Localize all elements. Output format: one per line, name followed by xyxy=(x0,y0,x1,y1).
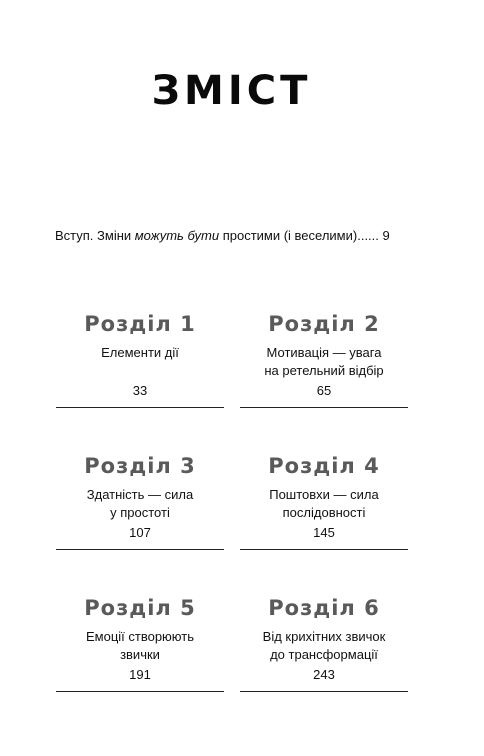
chapter-title-line: Поштовхи — сила xyxy=(269,487,379,502)
chapter-title-line: Здатність — сила xyxy=(86,487,194,502)
chapter-heading: Розділ 6 xyxy=(268,596,380,620)
chapter-title-line: до трансформації xyxy=(270,647,378,662)
chapter-page-number: 65 xyxy=(316,383,332,398)
chapter-entry-3 xyxy=(56,452,224,550)
chapter-title xyxy=(56,344,224,380)
intro-italic-text: можуть бути xyxy=(134,228,220,243)
chapter-divider xyxy=(240,549,408,550)
chapter-divider xyxy=(56,691,224,692)
chapter-title-line: Елементи дії xyxy=(101,345,179,360)
chapter-title-line: Від крихітних звичок xyxy=(262,629,386,644)
chapter-divider xyxy=(240,691,408,692)
chapter-page-number: 107 xyxy=(129,525,151,540)
chapter-heading: Розділ 1 xyxy=(84,312,196,336)
chapter-title xyxy=(56,628,224,664)
chapter-title xyxy=(56,486,224,522)
chapter-divider xyxy=(56,407,224,408)
chapter-entry-1 xyxy=(56,310,224,408)
chapter-heading: Розділ 4 xyxy=(268,454,380,478)
chapter-divider xyxy=(240,407,408,408)
intro-text-end: простими (і веселими) xyxy=(219,228,358,243)
chapter-title xyxy=(240,344,408,380)
chapter-title-line: звички xyxy=(120,647,160,662)
chapter-title-line: у простоті xyxy=(110,505,170,520)
chapter-title xyxy=(240,486,408,522)
chapter-entry-6 xyxy=(240,594,408,692)
chapter-heading: Розділ 2 xyxy=(268,312,380,336)
chapter-page-number: 33 xyxy=(132,383,148,398)
intro-page-number: 9 xyxy=(382,228,390,243)
chapter-heading: Розділ 5 xyxy=(84,596,196,620)
chapter-entry-2 xyxy=(240,310,408,408)
page-title: ЗМІСТ xyxy=(151,68,312,114)
chapter-page-number: 145 xyxy=(313,525,335,540)
chapter-entry-4 xyxy=(240,452,408,550)
chapter-page-number: 191 xyxy=(129,667,151,682)
chapter-heading: Розділ 3 xyxy=(84,454,196,478)
chapter-title-line: Емоції створюють xyxy=(85,629,194,644)
chapter-entry-5 xyxy=(56,594,224,692)
chapter-divider xyxy=(56,549,224,550)
chapter-page-number: 243 xyxy=(313,667,335,682)
chapter-title xyxy=(240,628,408,664)
chapter-title-line: Мотивація — увага xyxy=(266,345,382,360)
chapter-title-line: на ретельний відбір xyxy=(264,363,384,378)
intro-entry xyxy=(55,227,415,245)
intro-leader: ...... xyxy=(357,228,379,243)
intro-text: Вступ. Зміни xyxy=(55,228,135,243)
chapter-title-line: послідовності xyxy=(282,505,366,520)
